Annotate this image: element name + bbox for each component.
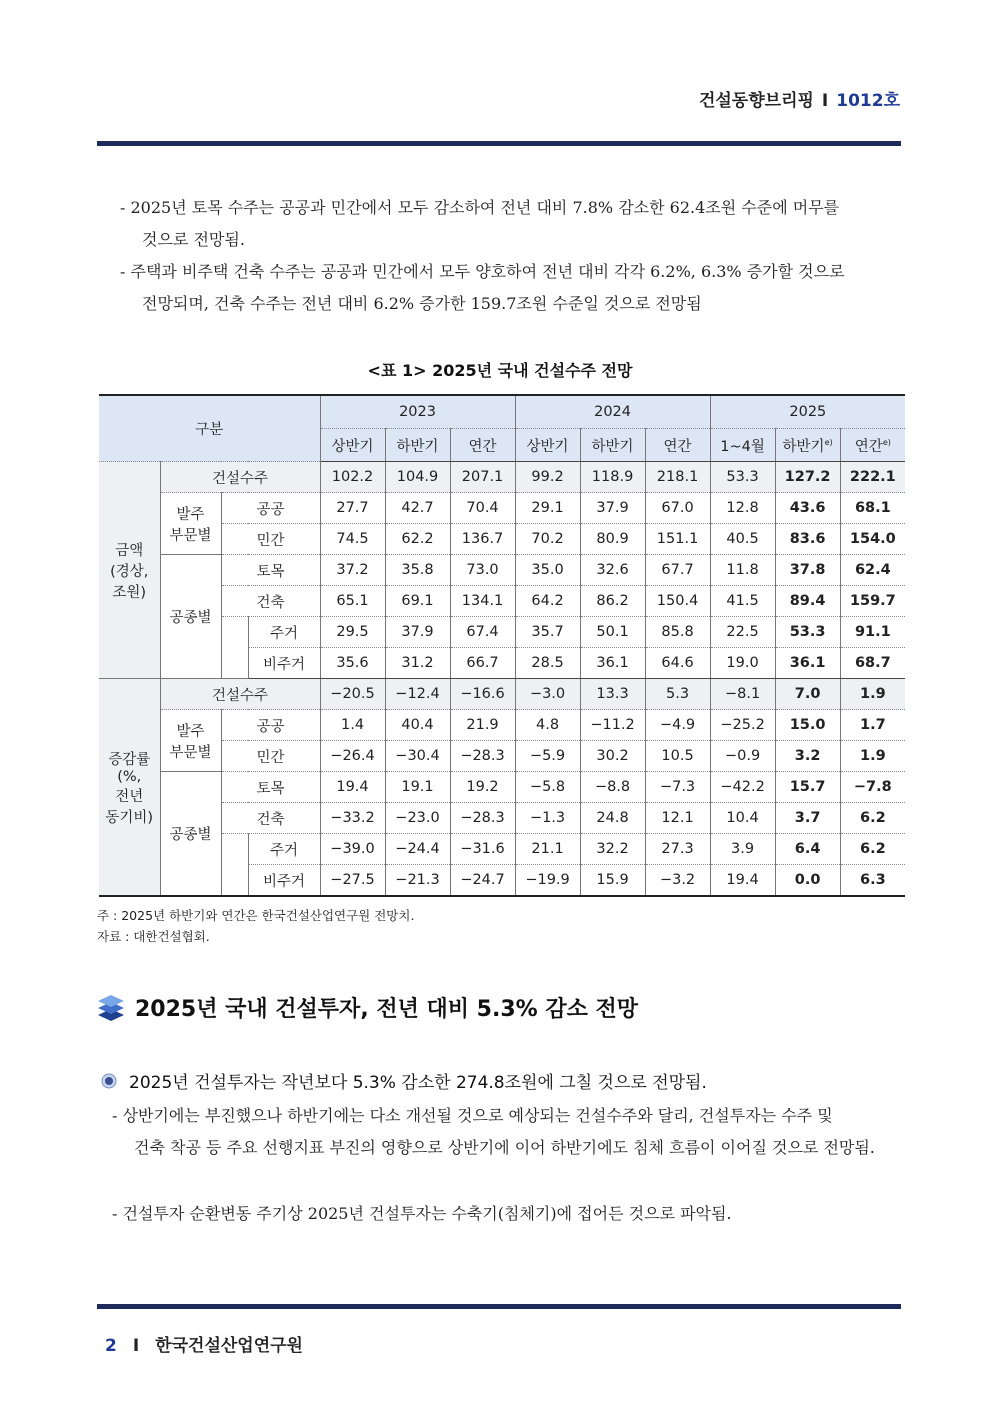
table-cell: 91.1 — [840, 617, 905, 648]
row-label: 토목 — [221, 555, 320, 586]
detail-paragraph-2: - 건설투자 순환변동 주기상 2025년 건설투자는 수축기(침체기)에 접어든 것으로 파악됨. — [112, 1204, 732, 1223]
table-cell: 21.9 — [450, 710, 515, 741]
table-cell: −1.3 — [515, 803, 580, 834]
table-cell: 11.8 — [710, 555, 775, 586]
table-cell: −16.6 — [450, 679, 515, 710]
table-cell: 10.5 — [645, 741, 710, 772]
table-cell: 207.1 — [450, 462, 515, 493]
table-cell: −7.8 — [840, 772, 905, 803]
table-cell: 68.7 — [840, 648, 905, 679]
table-cell: 10.4 — [710, 803, 775, 834]
row-label: 건축 — [221, 586, 320, 617]
row-label: 토목 — [221, 772, 320, 803]
publication-title: 건설동향브리핑 — [698, 91, 814, 111]
table-source: 자료 : 대한건설협회. — [97, 929, 210, 944]
table-cell: 150.4 — [645, 586, 710, 617]
table-cell: 15.9 — [580, 865, 645, 897]
group-label: 공종별 — [160, 772, 221, 897]
table-cell: −3.0 — [515, 679, 580, 710]
header-jan-apr: 1~4월 — [710, 429, 775, 462]
header-gubun: 구분 — [99, 395, 320, 462]
table-cell: 53.3 — [710, 462, 775, 493]
table-cell: 36.1 — [580, 648, 645, 679]
header-annual-estimate: 연간$^{e)}$ — [840, 429, 905, 462]
header-rule — [97, 141, 901, 146]
table-cell: 1.9 — [840, 741, 905, 772]
table-cell: −27.5 — [320, 865, 385, 897]
table-cell: 37.9 — [580, 493, 645, 524]
intro-paragraph-building: - 주택과 비주택 건축 수주는 공공과 민간에서 모두 양호하여 전년 대비 각각 6.2%, 6.3% 증가할 것으로 전망되며, 건축 수주는 전년 대비 6.2% 증가한 159.7조원 수준일 것으로 전망됨 — [120, 262, 845, 313]
group-label: 발주 부문별 — [160, 493, 221, 555]
header-year-2024: 2024 — [515, 395, 710, 429]
table-cell: 6.4 — [775, 834, 840, 865]
table-cell: 102.2 — [320, 462, 385, 493]
table-cell: 19.4 — [320, 772, 385, 803]
table-cell: −26.4 — [320, 741, 385, 772]
header-h2: 하반기 — [385, 429, 450, 462]
table-cell: 86.2 — [580, 586, 645, 617]
table-cell: −4.9 — [645, 710, 710, 741]
table-cell: 151.1 — [645, 524, 710, 555]
table-cell: −42.2 — [710, 772, 775, 803]
header-h2: 하반기 — [580, 429, 645, 462]
table-cell: 37.8 — [775, 555, 840, 586]
table-cell: 37.9 — [385, 617, 450, 648]
table-row — [99, 772, 905, 803]
table-cell: 29.5 — [320, 617, 385, 648]
table-cell: −28.3 — [450, 803, 515, 834]
row-label: 비주거 — [248, 865, 320, 897]
row-label: 건축 — [221, 803, 320, 834]
table-cell: 32.2 — [580, 834, 645, 865]
table-cell: −19.9 — [515, 865, 580, 897]
table-cell: 118.9 — [580, 462, 645, 493]
table-cell: 66.7 — [450, 648, 515, 679]
table-cell: 15.7 — [775, 772, 840, 803]
table-cell: 134.1 — [450, 586, 515, 617]
table-cell: 27.3 — [645, 834, 710, 865]
table-cell: 7.0 — [775, 679, 840, 710]
table-cell: 136.7 — [450, 524, 515, 555]
table-cell: −25.2 — [710, 710, 775, 741]
header-h2-estimate: 하반기$^{e)}$ — [775, 429, 840, 462]
table-cell: 67.7 — [645, 555, 710, 586]
table-cell: 218.1 — [645, 462, 710, 493]
table-cell: 35.0 — [515, 555, 580, 586]
table-cell: 22.5 — [710, 617, 775, 648]
table-cell: −33.2 — [320, 803, 385, 834]
row-label: 주거 — [248, 617, 320, 648]
table-cell: −31.6 — [450, 834, 515, 865]
table-cell: −23.0 — [385, 803, 450, 834]
table-cell: −21.3 — [385, 865, 450, 897]
table-cell: −3.2 — [645, 865, 710, 897]
table-cell: 62.2 — [385, 524, 450, 555]
table-cell: 64.6 — [645, 648, 710, 679]
table-cell: 3.9 — [710, 834, 775, 865]
table-cell: 41.5 — [710, 586, 775, 617]
table-cell: 64.2 — [515, 586, 580, 617]
table-cell: 127.2 — [775, 462, 840, 493]
table-cell: −30.4 — [385, 741, 450, 772]
table-cell: 85.8 — [645, 617, 710, 648]
header-separator: Ⅰ — [821, 91, 829, 111]
table-cell: 99.2 — [515, 462, 580, 493]
table-cell: 24.8 — [580, 803, 645, 834]
table-cell: 222.1 — [840, 462, 905, 493]
group-label: 공종별 — [160, 555, 221, 679]
table-cell: 35.6 — [320, 648, 385, 679]
page-number: 2 — [105, 1336, 117, 1356]
table-cell: 53.3 — [775, 617, 840, 648]
row-label: 공공 — [221, 710, 320, 741]
table-cell: 73.0 — [450, 555, 515, 586]
table-cell: −8.8 — [580, 772, 645, 803]
table-cell: 12.8 — [710, 493, 775, 524]
table-cell: 30.2 — [580, 741, 645, 772]
table-cell: 62.4 — [840, 555, 905, 586]
header-annual: 연간 — [645, 429, 710, 462]
table-cell: 19.1 — [385, 772, 450, 803]
table-cell: 65.1 — [320, 586, 385, 617]
table-cell: 40.4 — [385, 710, 450, 741]
table-cell: 40.5 — [710, 524, 775, 555]
table-cell: 27.7 — [320, 493, 385, 524]
table-cell: 19.2 — [450, 772, 515, 803]
table-cell: −5.8 — [515, 772, 580, 803]
table-cell: 35.8 — [385, 555, 450, 586]
table-cell: 37.2 — [320, 555, 385, 586]
table-cell: 3.2 — [775, 741, 840, 772]
table-notes — [97, 905, 414, 947]
table-cell: −0.9 — [710, 741, 775, 772]
footer-separator: Ⅰ — [132, 1336, 140, 1356]
header-h1: 상반기 — [515, 429, 580, 462]
header-h1: 상반기 — [320, 429, 385, 462]
table-cell: 70.4 — [450, 493, 515, 524]
section-title: 2025년 국내 건설투자, 전년 대비 5.3% 감소 전망 — [135, 997, 638, 1022]
table-cell: 19.0 — [710, 648, 775, 679]
table-cell: 89.4 — [775, 586, 840, 617]
table-cell: 28.5 — [515, 648, 580, 679]
table-cell: 29.1 — [515, 493, 580, 524]
table-cell: −24.7 — [450, 865, 515, 897]
section-label: 금액 (경상, 조원) — [99, 462, 160, 679]
section-label: 증감률 (%, 전년 동기비) — [99, 679, 160, 897]
table-row — [99, 679, 905, 710]
intro-paragraph-civil: - 2025년 토목 수주는 공공과 민간에서 모두 감소하여 전년 대비 7.8% 감소한 62.4조원 수준에 머무를 것으로 전망됨. — [120, 198, 840, 249]
row-label: 민간 — [221, 524, 320, 555]
detail-paragraph-1: - 상반기에는 부진했으나 하반기에는 다소 개선될 것으로 예상되는 건설수주와 달리, 건설투자는 수주 및 건축 착공 등 주요 선행지표 부진의 영향으로 상반기에 이어 하반기에도 침체 흐름이 이어질 것으로 전망됨. — [112, 1106, 875, 1157]
table-cell: 3.7 — [775, 803, 840, 834]
header-year-2023: 2023 — [320, 395, 515, 429]
table-cell: 67.0 — [645, 493, 710, 524]
indent-cell — [221, 617, 248, 679]
header-annual: 연간 — [450, 429, 515, 462]
table-cell: 83.6 — [775, 524, 840, 555]
table-cell: 21.1 — [515, 834, 580, 865]
table-cell: 42.7 — [385, 493, 450, 524]
row-label: 건설수주 — [160, 679, 320, 710]
table-cell: 70.2 — [515, 524, 580, 555]
table-cell: 154.0 — [840, 524, 905, 555]
table-cell: 1.9 — [840, 679, 905, 710]
table-cell: 31.2 — [385, 648, 450, 679]
table-cell: 6.2 — [840, 834, 905, 865]
table-cell: −5.9 — [515, 741, 580, 772]
issue-number: 1012호 — [836, 91, 900, 111]
table-cell: 19.4 — [710, 865, 775, 897]
table-row — [99, 493, 905, 524]
table-cell: 6.2 — [840, 803, 905, 834]
table-row — [99, 462, 905, 493]
table-cell: 12.1 — [645, 803, 710, 834]
circle-bullet-icon — [101, 1073, 117, 1089]
table-cell: 1.7 — [840, 710, 905, 741]
table-cell: 0.0 — [775, 865, 840, 897]
table-cell: 50.1 — [580, 617, 645, 648]
table-cell: 15.0 — [775, 710, 840, 741]
section-heading — [97, 992, 638, 1023]
page-header — [699, 86, 900, 111]
table-title: <표 1> 2025년 국내 건설수주 전망 — [367, 361, 633, 380]
table-cell: −24.4 — [385, 834, 450, 865]
table-cell: 1.4 — [320, 710, 385, 741]
row-label: 민간 — [221, 741, 320, 772]
page-footer — [105, 1331, 303, 1356]
table-cell: 159.7 — [840, 586, 905, 617]
table-cell: −8.1 — [710, 679, 775, 710]
table-cell: 69.1 — [385, 586, 450, 617]
organization-name: 한국건설산업연구원 — [155, 1336, 303, 1356]
row-label: 공공 — [221, 493, 320, 524]
row-label: 건설수주 — [160, 462, 320, 493]
table-cell: −20.5 — [320, 679, 385, 710]
table-cell: 13.3 — [580, 679, 645, 710]
header-year-2025: 2025 — [710, 395, 905, 429]
table-cell: 67.4 — [450, 617, 515, 648]
table-cell: 4.8 — [515, 710, 580, 741]
table-cell: 80.9 — [580, 524, 645, 555]
table-cell: 32.6 — [580, 555, 645, 586]
indent-cell — [221, 834, 248, 897]
table-cell: −12.4 — [385, 679, 450, 710]
table-cell: 35.7 — [515, 617, 580, 648]
table-row — [99, 555, 905, 586]
table-cell: −7.3 — [645, 772, 710, 803]
summary-text: 2025년 건설투자는 작년보다 5.3% 감소한 274.8조원에 그칠 것으로 전망됨. — [129, 1073, 707, 1093]
table-cell: −11.2 — [580, 710, 645, 741]
order-forecast-table — [99, 394, 905, 897]
table-cell: 43.6 — [775, 493, 840, 524]
table-cell: 104.9 — [385, 462, 450, 493]
table-cell: 68.1 — [840, 493, 905, 524]
table-cell: 6.3 — [840, 865, 905, 897]
table-cell: 5.3 — [645, 679, 710, 710]
table-cell: 74.5 — [320, 524, 385, 555]
table-cell: 36.1 — [775, 648, 840, 679]
stacked-layers-icon — [97, 993, 125, 1023]
row-label: 비주거 — [248, 648, 320, 679]
table-note: 주 : 2025년 하반기와 연간은 한국건설산업연구원 전망치. — [97, 908, 415, 923]
summary-bullet — [101, 1068, 707, 1093]
table-cell: −28.3 — [450, 741, 515, 772]
table-cell: −39.0 — [320, 834, 385, 865]
group-label: 발주 부문별 — [160, 710, 221, 772]
row-label: 주거 — [248, 834, 320, 865]
table-row — [99, 710, 905, 741]
footer-rule — [97, 1304, 901, 1309]
